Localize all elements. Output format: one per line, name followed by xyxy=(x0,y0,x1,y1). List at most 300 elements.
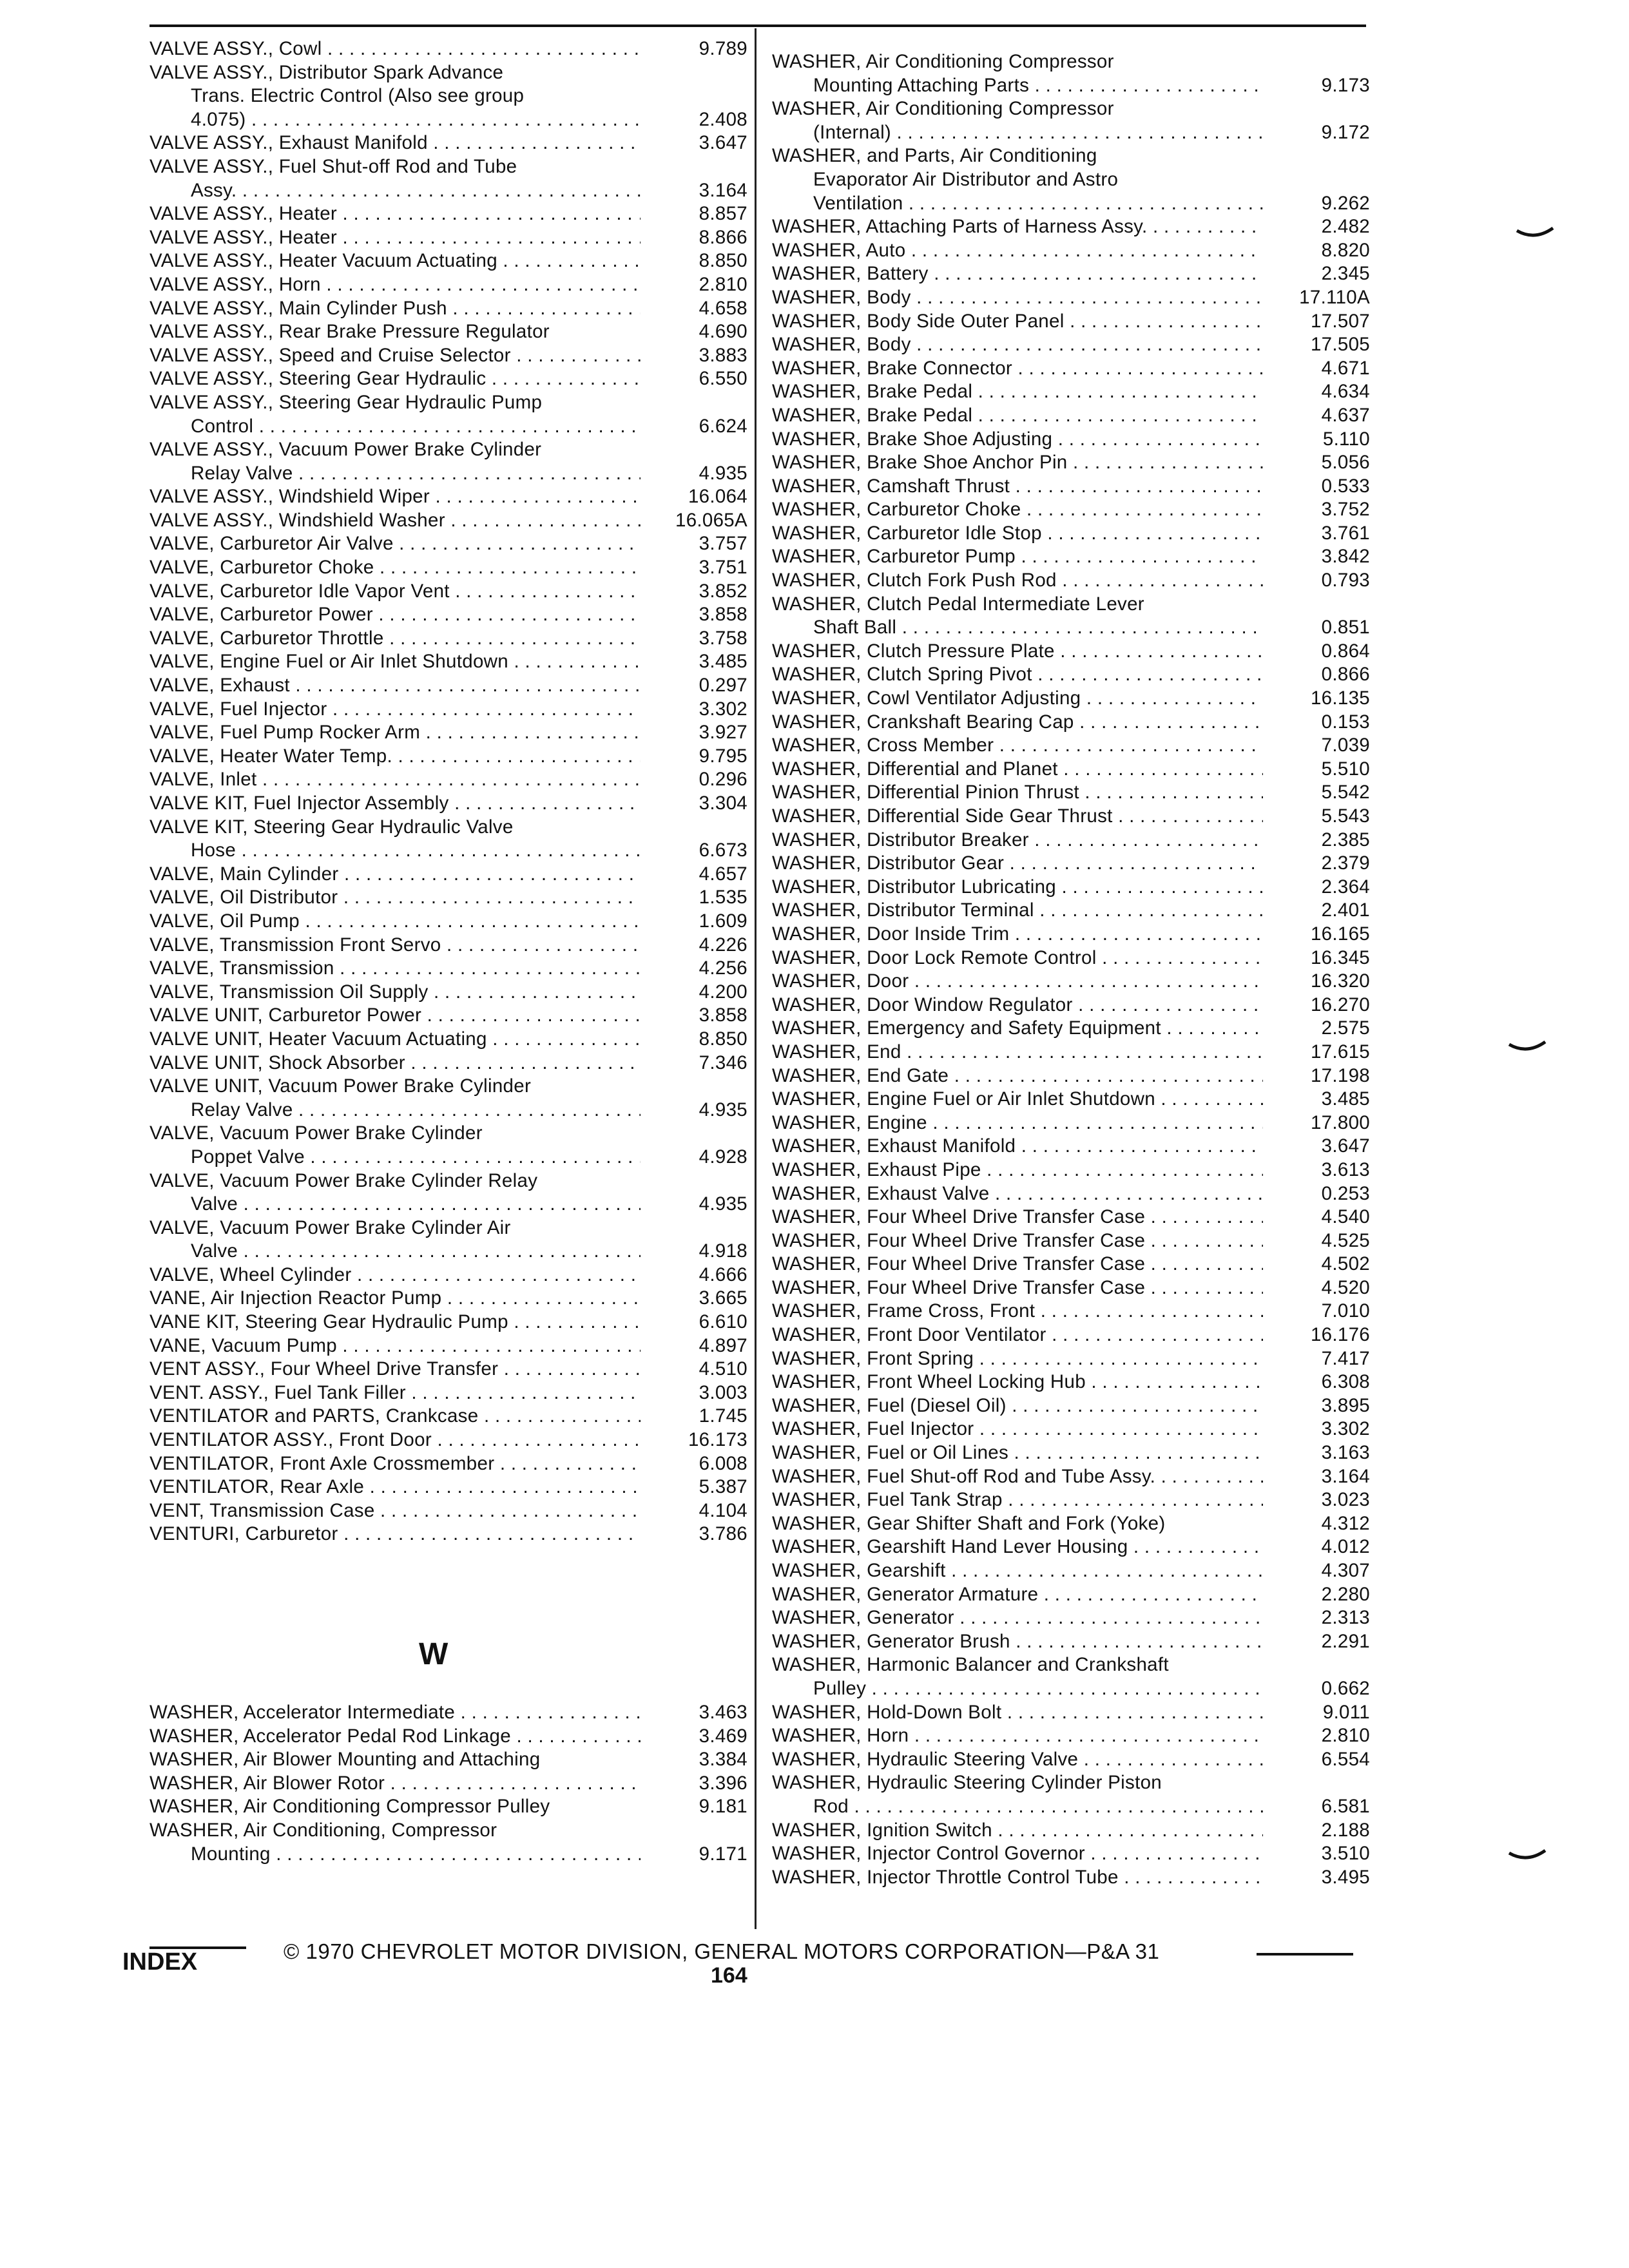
index-entry xyxy=(772,593,1370,640)
entry-description: WASHER, Distributor Breaker . . . xyxy=(772,829,1263,852)
index-entry xyxy=(149,816,747,863)
entry-description: VENTURI, Carburetor . . . xyxy=(149,1523,641,1546)
index-entry xyxy=(772,781,1370,805)
index-entry xyxy=(772,758,1370,782)
entry-description: WASHER, Door Inside Trim . . . xyxy=(772,923,1263,947)
entry-description: WASHER, Hydraulic Steering Valve . . . xyxy=(772,1748,1263,1772)
entry-description-continued: Rod . . . xyxy=(772,1795,1263,1819)
index-entry xyxy=(149,910,747,934)
entry-description: VALVE, Carburetor Air Valve . . . xyxy=(149,532,641,556)
entry-description: VALVE, Oil Pump . . . xyxy=(149,910,641,934)
entry-description: WASHER, Gearshift Hand Lever Housing . . . xyxy=(772,1535,1263,1559)
index-entry xyxy=(772,1347,1370,1371)
index-entry xyxy=(772,1701,1370,1725)
entry-group-number: 4.657 xyxy=(699,863,747,885)
left-w-column xyxy=(149,1701,747,1866)
index-entry xyxy=(772,357,1370,381)
entry-description: VANE KIT, Steering Gear Hydraulic Pump . . . xyxy=(149,1311,641,1334)
index-entry xyxy=(772,1819,1370,1843)
entry-description: WASHER, Air Blower Rotor . . . xyxy=(149,1772,641,1796)
index-entry xyxy=(149,1523,747,1546)
index-entry xyxy=(772,1630,1370,1654)
entry-description: VALVE, Carburetor Throttle . . . xyxy=(149,627,641,651)
entry-group-number: 17.800 xyxy=(1310,1111,1370,1133)
entry-group-number: 2.280 xyxy=(1321,1583,1370,1605)
entry-group-number: 2.379 xyxy=(1321,852,1370,874)
index-entry xyxy=(149,1381,747,1405)
entry-group-number: 3.469 xyxy=(699,1725,747,1747)
entry-group-number: 2.810 xyxy=(1321,1725,1370,1747)
index-entry xyxy=(772,310,1370,334)
entry-description: WASHER, Frame Cross, Front . . . xyxy=(772,1300,1263,1323)
index-entry xyxy=(772,923,1370,947)
index-entry xyxy=(772,1206,1370,1229)
entry-group-number: 16.064 xyxy=(688,486,747,508)
entry-description: WASHER, Front Wheel Locking Hub . . . xyxy=(772,1370,1263,1394)
index-entry xyxy=(772,1488,1370,1512)
entry-group-number: 4.935 xyxy=(699,1099,747,1120)
entry-group-number: 9.011 xyxy=(1322,1701,1370,1723)
entry-group-number: 4.540 xyxy=(1321,1206,1370,1228)
entry-description-continued: (Internal) . . . xyxy=(772,121,1263,145)
index-entry xyxy=(772,876,1370,899)
entry-group-number: 3.304 xyxy=(699,793,747,814)
entry-group-number: 0.297 xyxy=(699,675,747,697)
entry-group-number: 3.384 xyxy=(699,1749,747,1771)
entry-group-number: 4.525 xyxy=(1321,1229,1370,1251)
entry-description: WASHER, Cowl Ventilator Adjusting . . . xyxy=(772,687,1263,711)
index-entry xyxy=(772,498,1370,522)
entry-description-continued: Trans. Electric Control (Also see group xyxy=(191,85,525,107)
entry-group-number: 2.313 xyxy=(1321,1607,1370,1629)
entry-group-number: 2.291 xyxy=(1321,1630,1370,1652)
entry-description: VALVE UNIT, Shock Absorber . . . xyxy=(149,1052,641,1075)
entry-group-number: 3.647 xyxy=(1321,1135,1370,1157)
entry-description: VALVE ASSY., Distributor Spark Advance xyxy=(149,61,504,83)
entry-description: VALVE, Exhaust . . . xyxy=(149,674,641,698)
section-letter: W xyxy=(419,1637,448,1671)
index-entry xyxy=(149,532,747,556)
index-entry xyxy=(149,1772,747,1796)
entry-group-number: 3.852 xyxy=(699,580,747,602)
entry-description: VENTILATOR ASSY., Front Door . . . xyxy=(149,1428,641,1452)
entry-description: VALVE, Heater Water Temp. . . . xyxy=(149,745,641,769)
entry-group-number: 5.542 xyxy=(1321,782,1370,803)
entry-group-number: 2.408 xyxy=(699,108,747,130)
entry-description-continued: Poppet Valve . . . xyxy=(149,1146,641,1169)
index-entry xyxy=(149,1819,747,1866)
index-entry xyxy=(772,1866,1370,1890)
index-entry xyxy=(772,1017,1370,1041)
entry-group-number: 16.165 xyxy=(1310,923,1370,945)
entry-description: VALVE, Main Cylinder . . . xyxy=(149,863,641,887)
entry-group-number: 4.897 xyxy=(699,1334,747,1356)
entry-description: WASHER, Four Wheel Drive Transfer Case . . . xyxy=(772,1206,1263,1229)
entry-group-number: 4.312 xyxy=(1321,1512,1370,1534)
entry-group-number: 4.104 xyxy=(699,1499,747,1521)
entry-group-number: 1.535 xyxy=(699,887,747,908)
entry-description: VALVE ASSY., Rear Brake Pressure Regulator xyxy=(149,321,550,343)
index-entry xyxy=(149,1701,747,1725)
entry-group-number: 3.927 xyxy=(699,722,747,744)
entry-description: WASHER, Differential Side Gear Thrust . . . xyxy=(772,805,1263,829)
index-entry xyxy=(149,1475,747,1499)
entry-group-number: 2.345 xyxy=(1321,263,1370,285)
entry-description: WASHER, and Parts, Air Conditioning xyxy=(772,145,1097,167)
index-entry xyxy=(149,155,747,202)
index-entry xyxy=(149,698,747,722)
entry-group-number: 4.637 xyxy=(1321,404,1370,426)
entry-description: VALVE, Fuel Pump Rocker Arm . . . xyxy=(149,721,641,745)
entry-group-number: 3.510 xyxy=(1321,1843,1370,1865)
entry-description-continued: Assy. . . . xyxy=(149,179,641,203)
index-entry xyxy=(772,640,1370,664)
entry-description: WASHER, Cross Member . . . xyxy=(772,734,1263,758)
entry-description: WASHER, Air Blower Mounting and Attaching xyxy=(149,1749,541,1771)
entry-description-continued: Valve . . . xyxy=(149,1240,641,1264)
index-entry xyxy=(772,687,1370,711)
entry-description: VALVE, Transmission Front Servo . . . xyxy=(149,934,641,957)
entry-description: WASHER, Clutch Pedal Intermediate Lever xyxy=(772,593,1144,615)
entry-description: WASHER, Four Wheel Drive Transfer Case . . . xyxy=(772,1276,1263,1300)
index-entry xyxy=(772,215,1370,239)
index-entry xyxy=(149,226,747,250)
entry-description: WASHER, Distributor Lubricating . . . xyxy=(772,876,1263,899)
entry-description: VALVE, Wheel Cylinder . . . xyxy=(149,1264,641,1287)
entry-description-continued: Control . . . xyxy=(149,415,641,439)
entry-description: WASHER, End Gate . . . xyxy=(772,1064,1263,1088)
entry-description: VANE, Air Injection Reactor Pump . . . xyxy=(149,1287,641,1311)
index-entry xyxy=(772,1135,1370,1158)
index-entry xyxy=(149,1169,747,1216)
entry-group-number: 17.198 xyxy=(1310,1064,1370,1086)
index-entry xyxy=(772,1771,1370,1818)
index-entry xyxy=(772,829,1370,852)
entry-group-number: 0.533 xyxy=(1321,475,1370,497)
page-number: 164 xyxy=(711,1963,747,1988)
entry-group-number: 16.320 xyxy=(1310,970,1370,992)
entry-group-number: 3.883 xyxy=(699,344,747,366)
entry-description: WASHER, Carburetor Choke . . . xyxy=(772,498,1263,522)
entry-group-number: 4.226 xyxy=(699,934,747,956)
entry-description: WASHER, Clutch Fork Push Rod . . . xyxy=(772,569,1263,593)
index-entry xyxy=(149,273,747,297)
entry-description-continued: Ventilation . . . xyxy=(772,192,1263,216)
top-rule xyxy=(149,24,1366,27)
entry-description: WASHER, Front Door Ventilator . . . xyxy=(772,1323,1263,1347)
entry-description: WASHER, Battery . . . xyxy=(772,262,1263,286)
entry-group-number: 3.396 xyxy=(699,1772,747,1794)
index-entry xyxy=(772,1229,1370,1253)
entry-group-number: 7.346 xyxy=(699,1052,747,1073)
index-entry xyxy=(772,663,1370,687)
entry-description: WASHER, Attaching Parts of Harness Assy. . . . xyxy=(772,215,1263,239)
entry-description: WASHER, Door Window Regulator . . . xyxy=(772,994,1263,1017)
entry-description: WASHER, Clutch Pressure Plate . . . xyxy=(772,640,1263,664)
entry-group-number: 17.507 xyxy=(1310,310,1370,332)
entry-description-continued: Pulley . . . xyxy=(772,1677,1263,1701)
entry-description: WASHER, Ignition Switch . . . xyxy=(772,1819,1263,1843)
entry-description: WASHER, Fuel or Oil Lines . . . xyxy=(772,1441,1263,1465)
entry-description: VALVE, Carburetor Choke . . . xyxy=(149,556,641,580)
index-entry xyxy=(772,1323,1370,1347)
index-entry xyxy=(772,1253,1370,1276)
entry-group-number: 3.858 xyxy=(699,1004,747,1026)
entry-description: VENT ASSY., Four Wheel Drive Transfer . . . xyxy=(149,1358,641,1381)
entry-group-number: 3.647 xyxy=(699,132,747,154)
entry-description: WASHER, Distributor Gear . . . xyxy=(772,852,1263,876)
entry-description: WASHER, Horn . . . xyxy=(772,1724,1263,1748)
entry-description: WASHER, Brake Shoe Anchor Pin . . . xyxy=(772,451,1263,475)
entry-description: WASHER, Fuel (Diesel Oil) . . . xyxy=(772,1394,1263,1418)
index-entry xyxy=(149,438,747,485)
entry-group-number: 0.153 xyxy=(1321,711,1370,733)
index-entry xyxy=(149,61,747,132)
entry-description: VALVE, Inlet . . . xyxy=(149,768,641,792)
index-entry xyxy=(772,1300,1370,1323)
entry-description: VALVE ASSY., Fuel Shut-off Rod and Tube xyxy=(149,155,517,177)
margin-hole-mark xyxy=(1508,1041,1547,1055)
index-entry xyxy=(149,1452,747,1476)
entry-description: WASHER, Brake Connector . . . xyxy=(772,357,1263,381)
entry-group-number: 6.554 xyxy=(1321,1748,1370,1770)
entry-group-number: 0.851 xyxy=(1321,617,1370,639)
index-entry xyxy=(772,404,1370,428)
entry-description-continued: Relay Valve . . . xyxy=(149,462,641,486)
entry-description: VALVE, Vacuum Power Brake Cylinder xyxy=(149,1122,483,1144)
index-entry xyxy=(772,734,1370,758)
entry-description: VALVE, Carburetor Power . . . xyxy=(149,603,641,627)
entry-description: WASHER, Fuel Injector . . . xyxy=(772,1418,1263,1441)
entry-description: WASHER, Brake Pedal . . . xyxy=(772,380,1263,404)
entry-group-number: 2.364 xyxy=(1321,876,1370,898)
entry-group-number: 3.761 xyxy=(1321,522,1370,544)
entry-description: WASHER, Exhaust Valve . . . xyxy=(772,1182,1263,1206)
entry-description: VENTILATOR, Front Axle Crossmember . . . xyxy=(149,1452,641,1476)
entry-group-number: 3.164 xyxy=(699,179,747,201)
index-entry xyxy=(772,947,1370,970)
entry-description: VALVE ASSY., Cowl . . . xyxy=(149,37,641,61)
entry-group-number: 5.543 xyxy=(1321,805,1370,827)
entry-description: VALVE ASSY., Heater . . . xyxy=(149,202,641,226)
entry-description: VALVE UNIT, Heater Vacuum Actuating . . . xyxy=(149,1028,641,1052)
index-entry xyxy=(149,650,747,674)
entry-group-number: 3.895 xyxy=(1321,1394,1370,1416)
entry-description: WASHER, Air Conditioning Compressor Pulley xyxy=(149,1796,550,1818)
entry-group-number: 16.135 xyxy=(1310,687,1370,709)
entry-group-number: 3.495 xyxy=(1321,1866,1370,1888)
entry-group-number: 17.615 xyxy=(1310,1041,1370,1062)
entry-description: WASHER, Generator . . . xyxy=(772,1606,1263,1630)
entry-description: WASHER, Four Wheel Drive Transfer Case . . . xyxy=(772,1253,1263,1276)
entry-group-number: 4.658 xyxy=(699,297,747,319)
index-entry xyxy=(772,1158,1370,1182)
index-entry xyxy=(772,1653,1370,1700)
index-entry xyxy=(772,1064,1370,1088)
entry-group-number: 9.171 xyxy=(699,1843,747,1865)
entry-group-number: 0.253 xyxy=(1321,1182,1370,1204)
entry-group-number: 0.793 xyxy=(1321,570,1370,591)
entry-description: WASHER, Differential Pinion Thrust . . . xyxy=(772,781,1263,805)
footer-copyright: © 1970 CHEVROLET MOTOR DIVISION, GENERAL MOTORS CORPORATION—P&A 31 xyxy=(284,1939,1160,1963)
entry-description: VALVE, Fuel Injector . . . xyxy=(149,698,641,722)
index-entry xyxy=(149,1028,747,1052)
entry-description: WASHER, Air Conditioning Compressor xyxy=(772,98,1114,120)
entry-description: VALVE, Transmission . . . xyxy=(149,957,641,981)
entry-group-number: 9.262 xyxy=(1321,192,1370,214)
entry-description: WASHER, Exhaust Manifold . . . xyxy=(772,1135,1263,1158)
entry-description-continued: Mounting Attaching Parts . . . xyxy=(772,74,1263,98)
index-entry xyxy=(149,1334,747,1358)
index-entry xyxy=(772,1583,1370,1607)
entry-description: WASHER, Fuel Shut-off Rod and Tube Assy. . . . xyxy=(772,1465,1263,1489)
entry-description-continued: Hose . . . xyxy=(149,839,641,863)
index-entry xyxy=(149,957,747,981)
entry-description: WASHER, End . . . xyxy=(772,1041,1263,1064)
entry-group-number: 4.502 xyxy=(1321,1253,1370,1275)
entry-group-number: 16.345 xyxy=(1310,947,1370,968)
entry-group-number: 4.200 xyxy=(699,981,747,1003)
index-entry xyxy=(772,380,1370,404)
entry-group-number: 3.463 xyxy=(699,1702,747,1723)
entry-group-number: 6.610 xyxy=(699,1311,747,1333)
entry-group-number: 5.510 xyxy=(1321,758,1370,780)
margin-hole-mark xyxy=(1508,1849,1547,1863)
index-entry xyxy=(149,1499,747,1523)
entry-group-number: 4.918 xyxy=(699,1240,747,1262)
entry-description: WASHER, Accelerator Pedal Rod Linkage . . . xyxy=(149,1725,641,1749)
entry-description: WASHER, Crankshaft Bearing Cap . . . xyxy=(772,711,1263,735)
entry-description: VALVE ASSY., Steering Gear Hydraulic Pump xyxy=(149,391,543,413)
index-entry xyxy=(772,1370,1370,1394)
entry-group-number: 3.003 xyxy=(699,1381,747,1403)
index-entry xyxy=(149,1075,747,1122)
entry-description: WASHER, Gear Shifter Shaft and Fork (Yoke) xyxy=(772,1512,1166,1534)
entry-group-number: 0.866 xyxy=(1321,664,1370,686)
index-entry xyxy=(149,1428,747,1452)
entry-description: VALVE, Vacuum Power Brake Cylinder Relay xyxy=(149,1169,538,1191)
entry-description-continued: Shaft Ball . . . xyxy=(772,616,1263,640)
entry-description: VALVE KIT, Steering Gear Hydraulic Valve xyxy=(149,816,514,838)
entry-description: WASHER, Gearshift . . . xyxy=(772,1559,1263,1583)
entry-group-number: 3.164 xyxy=(1321,1465,1370,1487)
entry-group-number: 4.666 xyxy=(699,1264,747,1285)
index-entry xyxy=(149,37,747,61)
entry-group-number: 2.385 xyxy=(1321,829,1370,850)
entry-description: WASHER, Fuel Tank Strap . . . xyxy=(772,1488,1263,1512)
entry-description: WASHER, Front Spring . . . xyxy=(772,1347,1263,1371)
entry-description: VALVE ASSY., Windshield Washer . . . xyxy=(149,509,641,533)
index-entry xyxy=(149,297,747,321)
entry-description: VENT. ASSY., Fuel Tank Filler . . . xyxy=(149,1381,641,1405)
right-column xyxy=(772,50,1370,1889)
entry-description: VALVE, Vacuum Power Brake Cylinder Air xyxy=(149,1216,511,1238)
index-entry xyxy=(149,792,747,816)
entry-description: WASHER, Generator Brush . . . xyxy=(772,1630,1263,1654)
index-entry xyxy=(772,711,1370,735)
entry-group-number: 8.820 xyxy=(1321,239,1370,261)
entry-description: WASHER, Door . . . xyxy=(772,970,1263,994)
entry-description: WASHER, Body . . . xyxy=(772,286,1263,310)
entry-group-number: 4.690 xyxy=(699,321,747,343)
index-entry xyxy=(149,674,747,698)
entry-description: VALVE ASSY., Exhaust Manifold . . . xyxy=(149,131,641,155)
index-entry xyxy=(772,144,1370,215)
entry-description: WASHER, Air Conditioning, Compressor xyxy=(149,1819,497,1841)
entry-group-number: 5.387 xyxy=(699,1476,747,1498)
entry-description: VALVE, Carburetor Idle Vapor Vent . . . xyxy=(149,580,641,604)
entry-description: WASHER, Camshaft Thrust . . . xyxy=(772,475,1263,499)
entry-group-number: 8.857 xyxy=(699,203,747,225)
entry-group-number: 3.786 xyxy=(699,1523,747,1545)
index-entry xyxy=(772,97,1370,144)
entry-description: WASHER, Brake Pedal . . . xyxy=(772,404,1263,428)
entry-description: WASHER, Hold-Down Bolt . . . xyxy=(772,1701,1263,1725)
index-entry xyxy=(772,1088,1370,1111)
entry-description: VENTILATOR, Rear Axle . . . xyxy=(149,1475,641,1499)
entry-group-number: 3.302 xyxy=(1321,1418,1370,1440)
entry-group-number: 2.575 xyxy=(1321,1017,1370,1039)
entry-description: WASHER, Brake Shoe Adjusting . . . xyxy=(772,428,1263,452)
entry-group-number: 6.673 xyxy=(699,840,747,861)
entry-group-number: 16.065A xyxy=(675,509,747,531)
entry-group-number: 4.935 xyxy=(699,1193,747,1215)
entry-description: WASHER, Body . . . xyxy=(772,333,1263,357)
entry-group-number: 3.665 xyxy=(699,1287,747,1309)
entry-description: WASHER, Engine Fuel or Air Inlet Shutdown . . . xyxy=(772,1088,1263,1111)
entry-group-number: 3.752 xyxy=(1321,499,1370,521)
entry-group-number: 0.662 xyxy=(1321,1677,1370,1699)
entry-description: WASHER, Door Lock Remote Control . . . xyxy=(772,947,1263,970)
index-entry xyxy=(149,367,747,391)
entry-description: VALVE KIT, Fuel Injector Assembly . . . xyxy=(149,792,641,816)
entry-group-number: 3.757 xyxy=(699,533,747,555)
entry-group-number: 9.173 xyxy=(1321,74,1370,96)
index-entry xyxy=(772,1418,1370,1441)
index-entry xyxy=(149,1748,747,1772)
entry-description: WASHER, Four Wheel Drive Transfer Case . . . xyxy=(772,1229,1263,1253)
entry-description: WASHER, Generator Armature . . . xyxy=(772,1583,1263,1607)
entry-description: WASHER, Accelerator Intermediate . . . xyxy=(149,1701,641,1725)
entry-group-number: 9.789 xyxy=(699,38,747,59)
index-entry xyxy=(149,320,747,344)
entry-description: VALVE ASSY., Horn . . . xyxy=(149,273,641,297)
index-entry xyxy=(149,603,747,627)
entry-description: WASHER, Emergency and Safety Equipment . . . xyxy=(772,1017,1263,1041)
entry-group-number: 17.505 xyxy=(1310,334,1370,356)
entry-description: VALVE, Oil Distributor . . . xyxy=(149,886,641,910)
entry-description: VALVE, Transmission Oil Supply . . . xyxy=(149,981,641,1004)
entry-description: VALVE ASSY., Heater Vacuum Actuating . . . xyxy=(149,249,641,273)
entry-group-number: 2.810 xyxy=(699,273,747,295)
entry-group-number: 2.401 xyxy=(1321,899,1370,921)
entry-group-number: 9.181 xyxy=(699,1796,747,1818)
entry-group-number: 9.795 xyxy=(699,745,747,767)
index-entry xyxy=(149,344,747,368)
index-entry xyxy=(149,863,747,887)
entry-group-number: 3.302 xyxy=(699,698,747,720)
index-entry xyxy=(149,981,747,1004)
entry-description: WASHER, Differential and Planet . . . xyxy=(772,758,1263,782)
entry-description-continued: Valve . . . xyxy=(149,1193,641,1216)
entry-group-number: 3.023 xyxy=(1321,1489,1370,1511)
index-entry xyxy=(149,745,747,769)
index-entry xyxy=(772,1512,1370,1536)
entry-group-number: 3.758 xyxy=(699,627,747,649)
index-entry xyxy=(772,852,1370,876)
entry-description: VENT, Transmission Case . . . xyxy=(149,1499,641,1523)
index-entry xyxy=(772,805,1370,829)
